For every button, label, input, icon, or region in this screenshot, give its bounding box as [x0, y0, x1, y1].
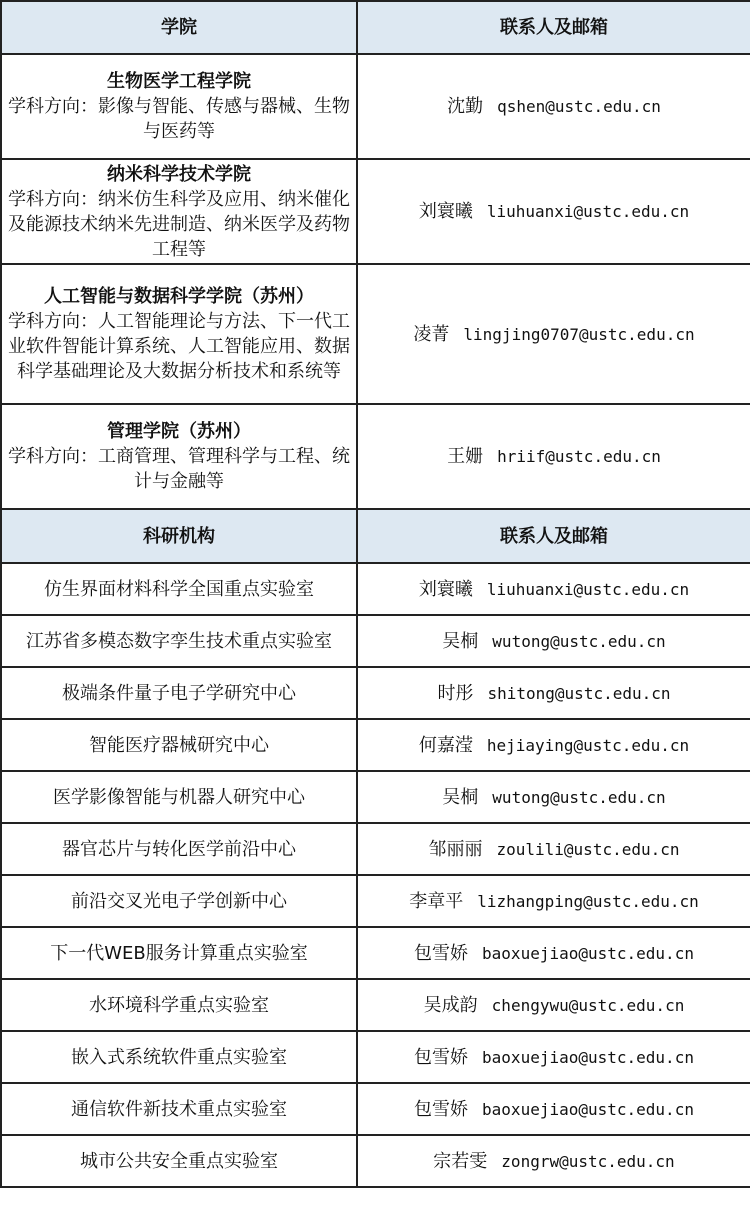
contact-email[interactable]: chengywu@ustc.edu.cn — [491, 995, 685, 1015]
contact-name: 宗若雯 — [433, 1150, 488, 1172]
contact-name: 刘寰曦 — [418, 578, 473, 600]
college-desc: 学科方向：人工智能理论与方法、下一代工业软件智能计算系统、人工智能应用、数据科学基础理论及大数据分析技术和系统等 — [8, 311, 350, 382]
lab-row — [1, 823, 750, 875]
contact-email[interactable]: shitong@ustc.edu.cn — [487, 683, 671, 703]
lab-row — [1, 667, 750, 719]
lab-name: 极端条件量子电子学研究中心 — [1, 667, 357, 719]
lab-name: 器官芯片与转化医学前沿中心 — [1, 823, 357, 875]
contact-name: 凌菁 — [413, 323, 450, 345]
contact-email[interactable]: zoulili@ustc.edu.cn — [496, 839, 680, 859]
contact-name: 时彤 — [437, 682, 474, 704]
lab-row — [1, 927, 750, 979]
lab-name: 前沿交叉光电子学创新中心 — [1, 875, 357, 927]
college-row — [1, 264, 750, 404]
lab-name: 医学影像智能与机器人研究中心 — [1, 771, 357, 823]
contact-cell — [357, 159, 750, 264]
contact-email[interactable]: liuhuanxi@ustc.edu.cn — [486, 579, 690, 599]
contact-email[interactable]: zongrw@ustc.edu.cn — [501, 1151, 675, 1171]
contact-name: 吴桐 — [442, 786, 479, 808]
college-name: 纳米科学技术学院 — [107, 163, 251, 185]
contact-name: 包雪娇 — [414, 1046, 469, 1068]
college-desc: 学科方向：影像与智能、传感与器械、生物与医药等 — [8, 96, 350, 142]
lab-name: 下一代WEB服务计算重点实验室 — [1, 927, 357, 979]
contact-cell — [357, 927, 750, 979]
contact-cell — [357, 719, 750, 771]
college-desc: 学科方向：纳米仿生科学及应用、纳米催化及能源技术纳米先进制造、纳米医学及药物工程等 — [8, 188, 350, 260]
contact-cell — [357, 979, 750, 1031]
contact-cell — [357, 823, 750, 875]
lab-name: 通信软件新技术重点实验室 — [1, 1083, 357, 1135]
college-name: 管理学院（苏州） — [107, 421, 251, 442]
college-row — [1, 159, 750, 264]
lab-row — [1, 1083, 750, 1135]
lab-row — [1, 563, 750, 615]
contact-email[interactable]: wutong@ustc.edu.cn — [492, 787, 666, 807]
contact-name: 吴桐 — [442, 630, 479, 652]
college-desc: 学科方向：工商管理、管理科学与工程、统计与金融等 — [8, 446, 350, 492]
contact-email[interactable]: lingjing0707@ustc.edu.cn — [463, 324, 695, 344]
contact-name: 邹丽丽 — [428, 838, 483, 860]
contact-name: 吴成韵 — [423, 994, 478, 1016]
contact-cell — [357, 667, 750, 719]
college-row — [1, 404, 750, 509]
contact-cell — [357, 1031, 750, 1083]
college-cell — [1, 404, 357, 509]
contact-email[interactable]: hejiaying@ustc.edu.cn — [486, 735, 690, 755]
colleges-header-college: 学院 — [1, 1, 357, 54]
contact-cell — [357, 875, 750, 927]
lab-row — [1, 1031, 750, 1083]
contact-name: 王姗 — [447, 446, 484, 467]
labs-header-institution: 科研机构 — [1, 509, 357, 563]
labs-header-contact: 联系人及邮箱 — [357, 509, 750, 563]
college-cell — [1, 54, 357, 159]
college-cell — [1, 159, 357, 264]
contact-cell — [357, 563, 750, 615]
college-row — [1, 54, 750, 159]
contact-name: 沈勤 — [447, 96, 484, 117]
lab-row — [1, 615, 750, 667]
contact-cell — [357, 1083, 750, 1135]
colleges-header-row — [1, 1, 750, 54]
lab-row — [1, 875, 750, 927]
contact-email[interactable]: baoxuejiao@ustc.edu.cn — [482, 943, 694, 963]
contact-cell — [357, 264, 750, 404]
contact-name: 刘寰曦 — [418, 201, 473, 222]
lab-name: 城市公共安全重点实验室 — [1, 1135, 357, 1187]
contact-name: 包雪娇 — [414, 1098, 469, 1120]
college-name: 人工智能与数据科学学院（苏州） — [44, 286, 314, 307]
contact-email[interactable]: liuhuanxi@ustc.edu.cn — [486, 202, 690, 221]
college-cell — [1, 264, 357, 404]
lab-row — [1, 719, 750, 771]
lab-row — [1, 771, 750, 823]
contact-email[interactable]: baoxuejiao@ustc.edu.cn — [482, 1047, 694, 1067]
contact-email[interactable]: qshen@ustc.edu.cn — [497, 97, 661, 116]
contact-email[interactable]: wutong@ustc.edu.cn — [492, 631, 666, 651]
lab-name: 智能医疗器械研究中心 — [1, 719, 357, 771]
lab-row — [1, 979, 750, 1031]
contact-name: 包雪娇 — [414, 942, 469, 964]
college-name: 生物医学工程学院 — [107, 71, 251, 92]
lab-row — [1, 1135, 750, 1187]
contact-cell — [357, 1135, 750, 1187]
lab-name: 嵌入式系统软件重点实验室 — [1, 1031, 357, 1083]
colleges-header-contact: 联系人及邮箱 — [357, 1, 750, 54]
contact-name: 何嘉滢 — [418, 734, 473, 756]
contact-email[interactable]: hriif@ustc.edu.cn — [497, 447, 661, 466]
contact-cell — [357, 54, 750, 159]
contact-cell — [357, 404, 750, 509]
contact-email[interactable]: lizhangping@ustc.edu.cn — [477, 891, 699, 911]
contact-cell — [357, 771, 750, 823]
contact-cell — [357, 615, 750, 667]
lab-name: 水环境科学重点实验室 — [1, 979, 357, 1031]
contact-name: 李章平 — [409, 890, 464, 912]
labs-header-row — [1, 509, 750, 563]
lab-name: 仿生界面材料科学全国重点实验室 — [1, 563, 357, 615]
lab-name: 江苏省多模态数字孪生技术重点实验室 — [1, 615, 357, 667]
contact-email[interactable]: baoxuejiao@ustc.edu.cn — [482, 1099, 694, 1119]
